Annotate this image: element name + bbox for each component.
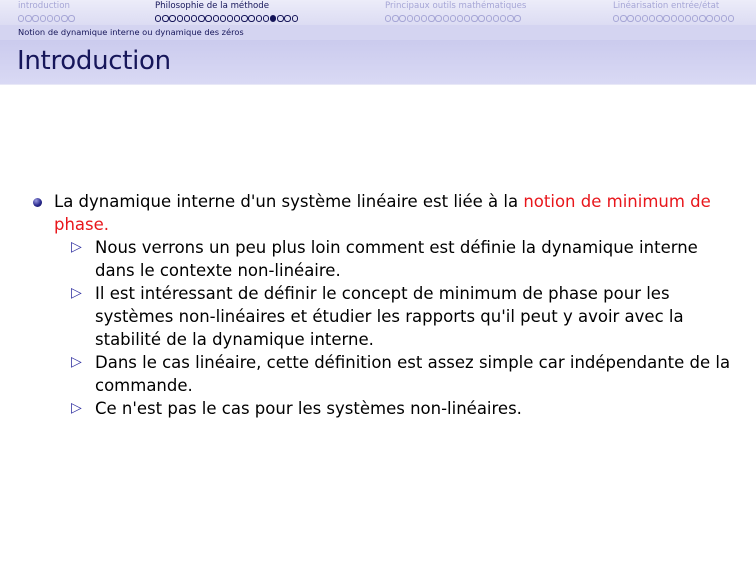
nav-section-philosophie[interactable]: [155, 1, 299, 23]
nav-dot[interactable]: [649, 15, 655, 21]
nav-dot-current[interactable]: [270, 15, 276, 21]
nav-dot[interactable]: [32, 15, 38, 21]
nav-dot[interactable]: [184, 15, 190, 21]
nav-dot[interactable]: [61, 15, 67, 21]
slide-content: [33, 190, 738, 420]
nav-section-label[interactable]: introduction: [18, 1, 70, 11]
nav-dot[interactable]: [421, 15, 427, 21]
nav-dot[interactable]: [414, 15, 420, 21]
nav-dots: [613, 14, 735, 23]
list-item: [54, 282, 738, 351]
nav-dot[interactable]: [392, 15, 398, 21]
nav-dot[interactable]: [692, 15, 698, 21]
nav-dot[interactable]: [407, 15, 413, 21]
nav-section-outils[interactable]: [385, 1, 526, 23]
nav-dot[interactable]: [198, 15, 204, 21]
subsection-title[interactable]: Notion de dynamique interne ou dynamique des zéros: [18, 27, 244, 37]
list-item-text: Il est intéressant de définir le concept de minimum de phase pour les systèmes non-linéaires et étudier les rapports qu'il peut y avoir avec la stabilité de la dynamique interne.: [95, 284, 684, 349]
sub-bullet-list: [54, 236, 738, 420]
nav-dot[interactable]: [678, 15, 684, 21]
main-bullet-text: La dynamique interne d'un système linéaire est liée à la: [54, 192, 524, 211]
nav-dot[interactable]: [706, 15, 712, 21]
nav-dots: [155, 14, 299, 23]
nav-dot[interactable]: [47, 15, 53, 21]
nav-section-linearisation[interactable]: [613, 1, 735, 23]
list-item: [54, 397, 738, 420]
triangle-bullet-icon: ▷: [71, 400, 82, 416]
nav-dot[interactable]: [155, 15, 161, 21]
nav-dot[interactable]: [493, 15, 499, 21]
triangle-bullet-icon: ▷: [71, 239, 82, 255]
nav-dot[interactable]: [399, 15, 405, 21]
nav-dot[interactable]: [728, 15, 734, 21]
nav-section-introduction[interactable]: [18, 1, 76, 23]
section-navigation-bar: [0, 0, 756, 25]
nav-dot[interactable]: [227, 15, 233, 21]
nav-dot[interactable]: [385, 15, 391, 21]
nav-dot[interactable]: [292, 15, 298, 21]
nav-dot[interactable]: [714, 15, 720, 21]
main-bullet-highlight: notion de minimum de phase.: [54, 192, 711, 234]
nav-dot[interactable]: [220, 15, 226, 21]
nav-dot[interactable]: [457, 15, 463, 21]
list-item: [54, 236, 738, 282]
nav-dot[interactable]: [721, 15, 727, 21]
nav-section-label[interactable]: Linéarisation entrée/état: [613, 1, 720, 11]
nav-dot[interactable]: [500, 15, 506, 21]
nav-dot[interactable]: [205, 15, 211, 21]
nav-dot[interactable]: [263, 15, 269, 21]
triangle-bullet-icon: ▷: [71, 354, 82, 370]
nav-section-label[interactable]: Principaux outils mathématiques: [385, 1, 527, 11]
nav-dot[interactable]: [685, 15, 691, 21]
subsection-bar: [0, 25, 756, 40]
list-item: [54, 351, 738, 397]
nav-dot[interactable]: [428, 15, 434, 21]
nav-dot[interactable]: [620, 15, 626, 21]
nav-dot[interactable]: [277, 15, 283, 21]
nav-dots: [385, 14, 526, 23]
list-item-text: Ce n'est pas le cas pour les systèmes non-linéaires.: [95, 399, 522, 418]
nav-dot[interactable]: [284, 15, 290, 21]
nav-dot[interactable]: [464, 15, 470, 21]
nav-dot[interactable]: [177, 15, 183, 21]
nav-dot[interactable]: [248, 15, 254, 21]
nav-dot[interactable]: [234, 15, 240, 21]
nav-dot[interactable]: [514, 15, 520, 21]
nav-dot[interactable]: [671, 15, 677, 21]
bullet-ball-icon: [33, 198, 42, 207]
nav-dot[interactable]: [213, 15, 219, 21]
nav-dot[interactable]: [40, 15, 46, 21]
nav-dot[interactable]: [68, 15, 74, 21]
nav-dot[interactable]: [613, 15, 619, 21]
nav-dot[interactable]: [699, 15, 705, 21]
nav-dot[interactable]: [54, 15, 60, 21]
nav-dot[interactable]: [450, 15, 456, 21]
nav-dot[interactable]: [435, 15, 441, 21]
nav-dot[interactable]: [443, 15, 449, 21]
nav-dot[interactable]: [663, 15, 669, 21]
nav-dot[interactable]: [656, 15, 662, 21]
nav-dot[interactable]: [256, 15, 262, 21]
frame-title-bar: [0, 40, 756, 85]
triangle-bullet-icon: ▷: [71, 285, 82, 301]
page-title: Introduction: [17, 46, 171, 76]
nav-dot[interactable]: [642, 15, 648, 21]
nav-dot[interactable]: [162, 15, 168, 21]
nav-dot[interactable]: [471, 15, 477, 21]
nav-dot[interactable]: [25, 15, 31, 21]
nav-dot[interactable]: [507, 15, 513, 21]
nav-dot[interactable]: [191, 15, 197, 21]
nav-dot[interactable]: [169, 15, 175, 21]
nav-dot[interactable]: [478, 15, 484, 21]
nav-dot[interactable]: [627, 15, 633, 21]
nav-dot[interactable]: [241, 15, 247, 21]
nav-section-label[interactable]: Philosophie de la méthode: [155, 1, 270, 11]
main-bullet: [33, 190, 738, 236]
nav-dot[interactable]: [486, 15, 492, 21]
nav-dots: [18, 14, 76, 23]
list-item-text: Dans le cas linéaire, cette définition est assez simple car indépendante de la commande.: [95, 353, 731, 395]
nav-dot[interactable]: [635, 15, 641, 21]
list-item-text: Nous verrons un peu plus loin comment est définie la dynamique interne dans le contexte non-linéaire.: [95, 238, 698, 280]
nav-dot[interactable]: [18, 15, 24, 21]
